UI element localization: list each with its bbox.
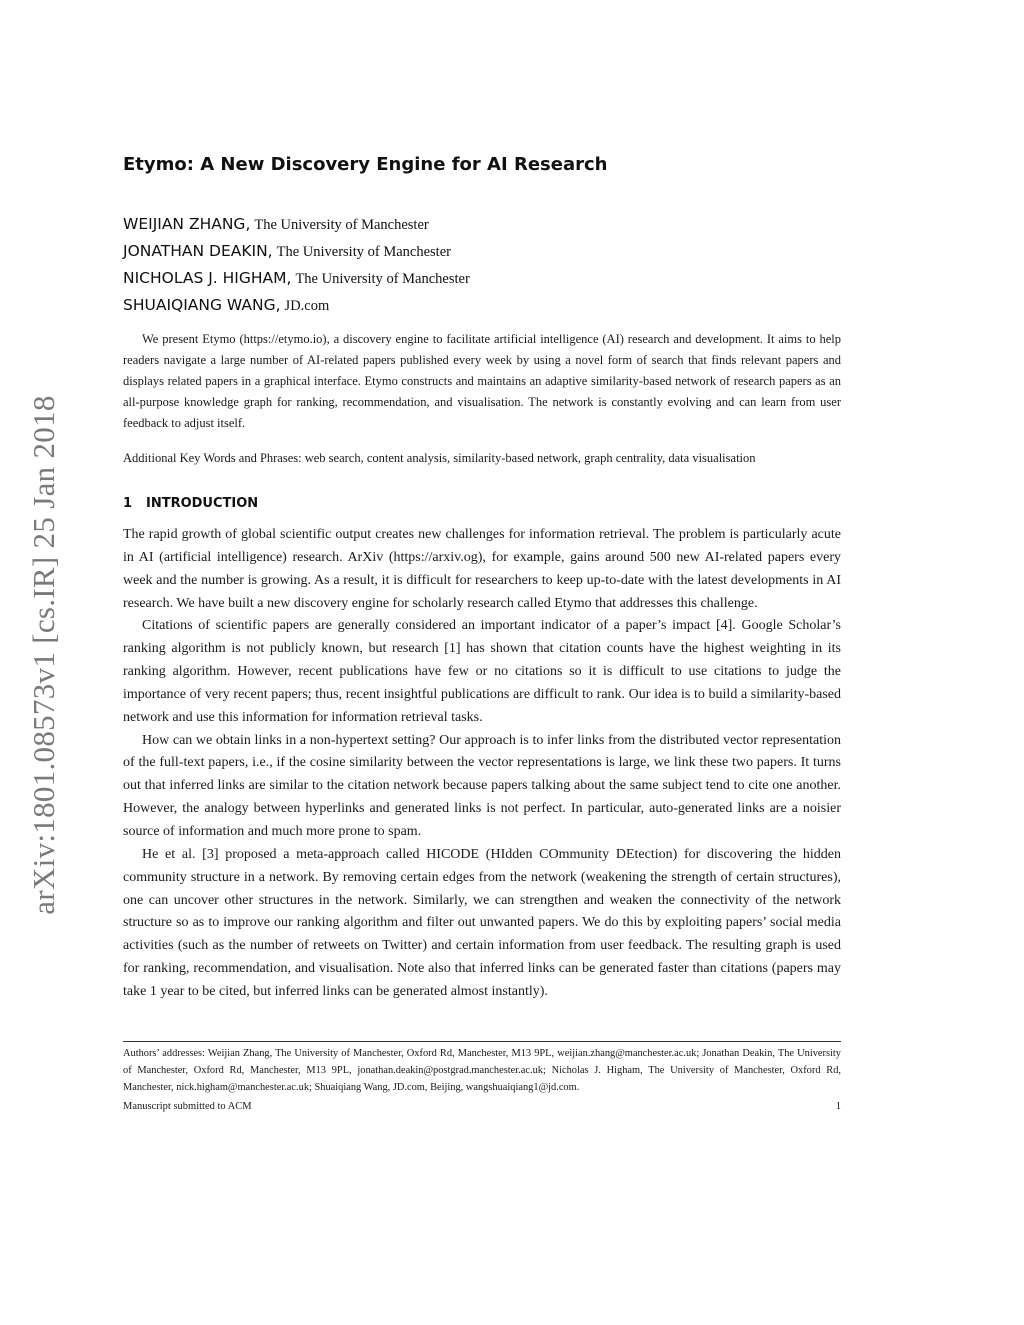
paragraph: He et al. [3] proposed a meta-approach called HICODE (HIdden COmmunity DEtection) for discovering the hidden community structure in a network. By removing certain edges from the network (weakening the strength of certain structures), one can uncover other structures in the network. Similarly, we can strengthen and weaken the connectivity of the network structure so as to improve our ranking algorithm and filter out unwanted papers. We do this by exploiting papers’ social media activities (such as the number of retweets on Twitter) and certain information from user feedback. The resulting graph is used for ranking, recommendation, and visualisation. Note also that inferred links can be generated faster than citations (papers may take 1 year to be cited, but inferred links can be generated almost instantly). xyxy=(123,846,841,999)
author-entry xyxy=(123,212,843,239)
author-affiliation: The University of Manchester xyxy=(276,244,451,260)
paper-title: Etymo: A New Discovery Engine for AI Research xyxy=(123,154,608,175)
author-name: NICHOLAS J. HIGHAM, xyxy=(123,269,292,287)
paragraph: The rapid growth of global scientific output creates new challenges for information retrieval. The problem is particularly acute in AI (artificial intelligence) research. ArXiv (https://arxiv.og), for example, gains around 500 new AI-related papers every week and the number is growing. As a result, it is difficult for researchers to keep up-to-date with the latest developments in AI research. We have built a new discovery engine for scholarly research called Etymo that addresses this challenge. xyxy=(123,527,841,611)
author-affiliation: JD.com xyxy=(284,298,330,314)
abstract: We present Etymo (https://etymo.io), a discovery engine to facilitate artificial intelligence (AI) research and development. It aims to help readers navigate a large number of AI-related papers published every week by using a novel form of search that finds relevant papers and displays related papers in a graphical interface. Etymo constructs and maintains an adaptive similarity-based network of research papers as an all-purpose knowledge graph for ranking, recommendation, and visualisation. The network is constantly evolving and can learn from user feedback to adjust itself. xyxy=(123,332,841,430)
author-name: SHUAIQIANG WANG, xyxy=(123,296,281,314)
body-text xyxy=(123,524,841,1004)
arxiv-identifier: arXiv:1801.08573v1 [cs.IR] 25 Jan 2018 xyxy=(26,395,61,915)
author-name: WEIJIAN ZHANG, xyxy=(123,215,251,233)
footnote-divider xyxy=(123,1041,841,1042)
author-entry xyxy=(123,293,843,320)
page-number: 1 xyxy=(835,1101,841,1112)
author-affiliation: The University of Manchester xyxy=(295,271,470,287)
author-addresses-footnote: Authors’ addresses: Weijian Zhang, The University of Manchester, Oxford Rd, Manchester, M13 9PL, weijian.zhang@manchester.ac.uk; Jonathan Deakin, The University of Manchester, Oxford Rd, Manchester, M13 9PL, jonathan.deakin@postgrad.manchester.ac.uk; Nicholas J. Higham, The University of Manchester, Oxford Rd, Manchester, nick.higham@manchester.ac.uk; Shuaiqiang Wang, JD.com, Beijing, wangshuaiqiang1@jd.com. xyxy=(123,1048,841,1093)
author-list xyxy=(123,212,843,320)
section-number: 1 xyxy=(123,496,133,511)
footer-manuscript-note: Manuscript submitted to ACM xyxy=(123,1101,252,1112)
author-entry xyxy=(123,239,843,266)
paragraph: Citations of scientific papers are generally considered an important indicator of a paper’s impact [4]. Google Scholar’s ranking algorithm is not publicly known, but research [1] has shown that citation counts have the highest weighting in its ranking algorithm. However, recent publications have few or no citations so it is difficult to use citations to judge the importance of very recent papers; thus, recent insightful publications are difficult to rank. Our idea is to build a similarity-based network and use this information for information retrieval tasks. xyxy=(123,618,841,725)
section-heading xyxy=(123,496,258,511)
author-affiliation: The University of Manchester xyxy=(254,217,429,233)
author-entry xyxy=(123,266,843,293)
paragraph: How can we obtain links in a non-hypertext setting? Our approach is to infer links from the distributed vector representation of the full-text papers, i.e., if the cosine similarity between the vector representations is large, we link these two papers. It turns out that inferred links are similar to the citation network because papers talking about the same subject tend to cite one another. However, the analogy between hyperlinks and generated links is not perfect. In particular, auto-generated links are a noisier source of information and much more prone to spam. xyxy=(123,732,841,839)
author-name: JONATHAN DEAKIN, xyxy=(123,242,273,260)
section-title: INTRODUCTION xyxy=(146,496,259,511)
keywords: Additional Key Words and Phrases: web search, content analysis, similarity-based network, graph centrality, data visualisation xyxy=(123,451,756,465)
